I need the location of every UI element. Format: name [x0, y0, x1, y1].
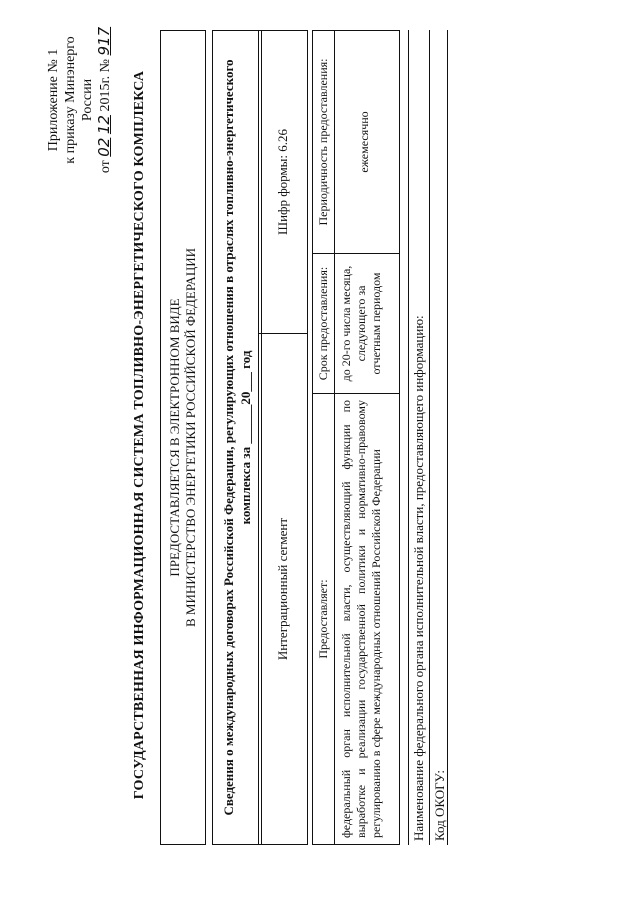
- deadline-column: [313, 254, 399, 394]
- frequency-header: Периодичность предоставления:: [313, 31, 335, 253]
- banner-line-1: ПРЕДОСТАВЛЯЕТСЯ В ЭЛЕКТРОННОМ ВИДЕ: [167, 298, 182, 577]
- segment-row: [258, 30, 308, 845]
- appendix-number: Приложение № 1: [46, 48, 61, 152]
- okogu-code-field[interactable]: Код ОКОГУ:: [432, 770, 447, 841]
- date-prefix: от: [98, 160, 113, 174]
- provider-column: [313, 394, 399, 844]
- form-code: Шифр формы: 6.26: [275, 128, 290, 236]
- handwritten-order-number: 917: [95, 26, 113, 56]
- appendix-block: [45, 15, 114, 185]
- frequency-value: ежемесячно: [357, 111, 371, 173]
- submission-table: [312, 30, 400, 845]
- submission-banner: [160, 30, 206, 845]
- org-name-field[interactable]: Наименование федерального органа исполнительной власти, предоставляющего информацию:: [409, 30, 430, 845]
- appendix-date-line: [96, 15, 114, 185]
- appendix-order-ref: к приказу Минэнерго России: [63, 36, 95, 164]
- year-suffix: г. №: [98, 59, 113, 84]
- banner-line-2: В МИНИСТЕРСТВО ЭНЕРГЕТИКИ РОССИЙСКОЙ ФЕДЕРАЦИИ: [183, 248, 198, 627]
- handwritten-month: 12: [95, 115, 113, 135]
- form-description-line-1: Сведения о международных договорах Российской Федерации, регулирующих отношения в отраслях топливно-энергетического: [221, 59, 236, 816]
- integration-segment-label: Интеграционный сегмент: [259, 333, 307, 844]
- page-title: ГОСУДАРСТВЕННАЯ ИНФОРМАЦИОННАЯ СИСТЕМА ТОПЛИВНО-ЭНЕРГЕТИЧЕСКОГО КОМПЛЕКСА: [132, 70, 147, 800]
- form-description: [212, 30, 262, 845]
- handwritten-day: 02: [95, 137, 113, 157]
- provider-header: Предоставляет:: [313, 394, 335, 844]
- year-prefix: 2015: [98, 83, 113, 112]
- provider-value: федеральный орган исполнительной власти, осуществляющий функции по выработке и реализации государственной политики и нормативно-правовому регулированию в сфере международных отношений Российской Федерации: [339, 400, 383, 838]
- deadline-value: до 20-го числа месяца, следующего за отчетным периодом: [339, 265, 383, 382]
- deadline-header: Срок предоставления:: [313, 254, 335, 393]
- submitter-fields: [408, 30, 448, 845]
- form-description-line-2: комплекса за ______20___ год: [238, 350, 253, 525]
- frequency-column: [313, 31, 399, 254]
